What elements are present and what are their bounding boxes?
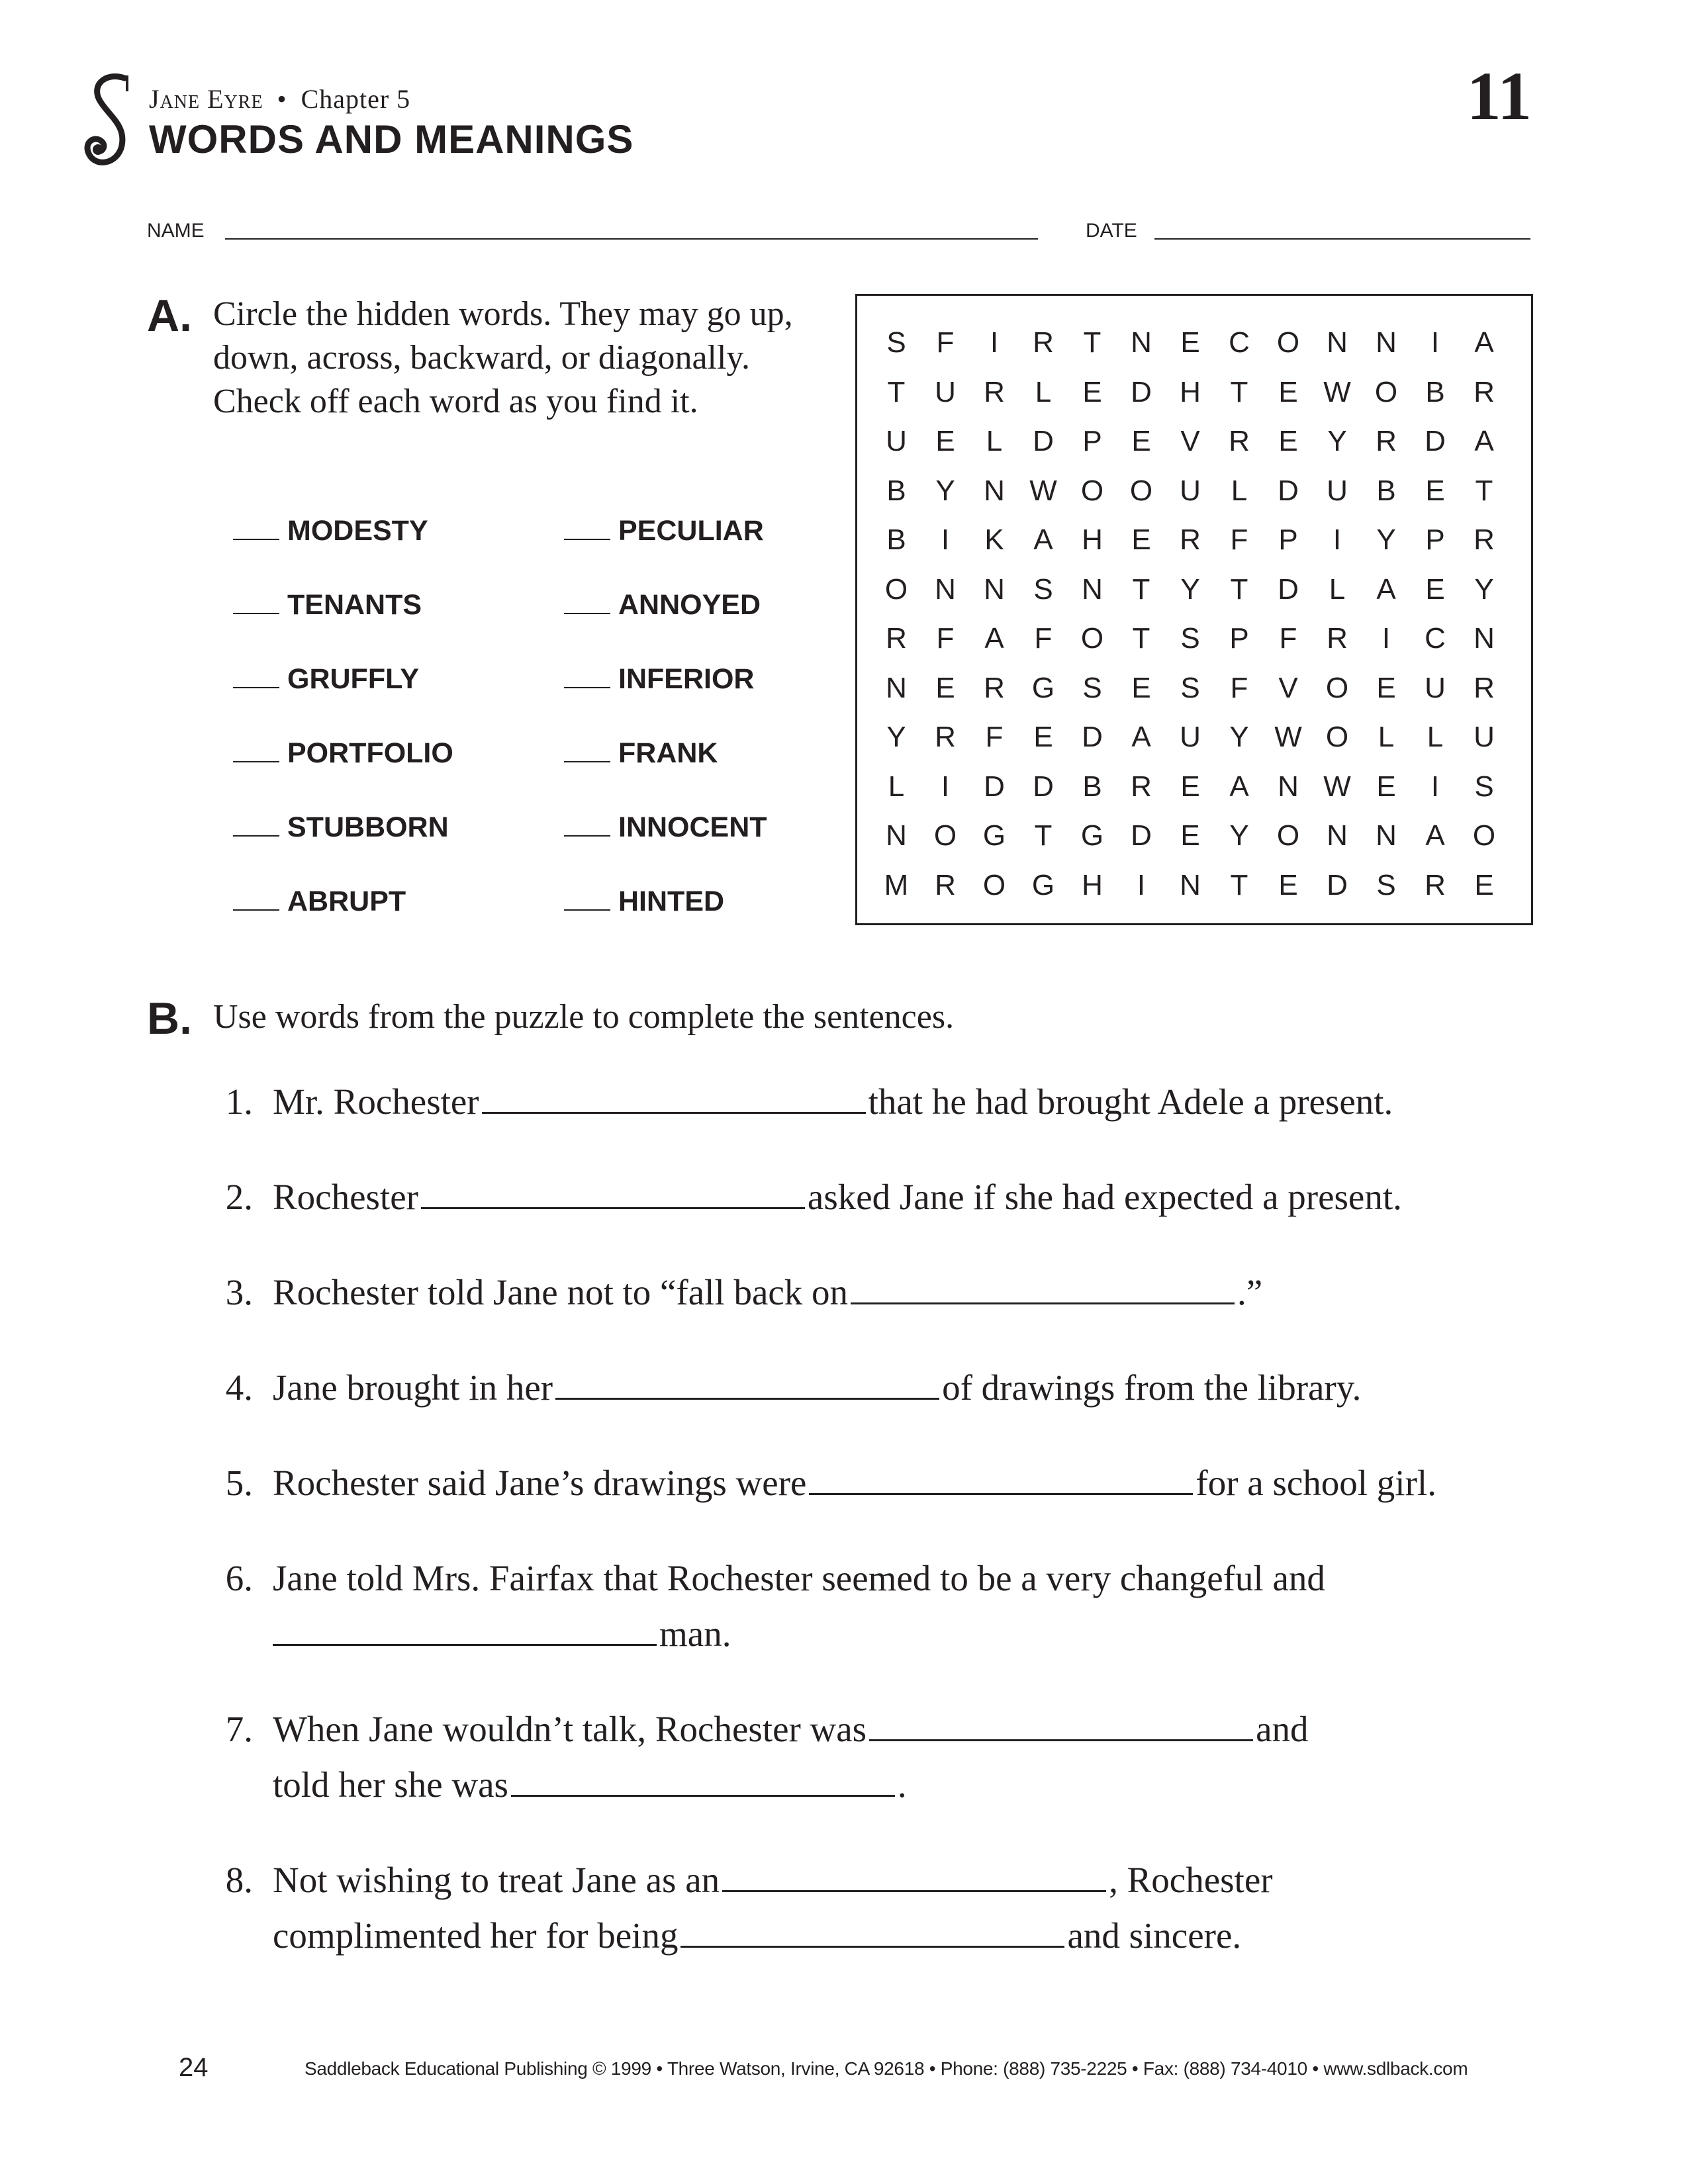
word-item[interactable]: INNOCENT bbox=[564, 811, 767, 844]
puzzle-letter[interactable]: D bbox=[1278, 474, 1299, 507]
puzzle-letter[interactable]: O bbox=[1276, 326, 1300, 359]
puzzle-letter[interactable]: Y bbox=[1229, 721, 1249, 753]
word-search-grid[interactable] bbox=[855, 294, 1533, 925]
puzzle-letter[interactable]: P bbox=[1278, 523, 1298, 556]
puzzle-letter[interactable]: T bbox=[1230, 868, 1248, 901]
puzzle-letter[interactable]: R bbox=[886, 622, 907, 655]
puzzle-letter[interactable]: N bbox=[984, 474, 1005, 507]
puzzle-letter[interactable]: I bbox=[990, 326, 999, 359]
puzzle-letter[interactable]: B bbox=[1082, 770, 1102, 803]
checkoff-blank[interactable] bbox=[233, 612, 279, 614]
sentence-3: 3. Rochester told Jane not to “fall back on .” bbox=[213, 1269, 1262, 1316]
puzzle-letter[interactable]: C bbox=[1229, 326, 1250, 359]
puzzle-letter[interactable]: I bbox=[1430, 326, 1440, 359]
sentence-number: 1. bbox=[225, 1081, 253, 1122]
date-label: DATE bbox=[1086, 220, 1137, 242]
puzzle-letter[interactable]: C bbox=[1425, 622, 1446, 655]
puzzle-letter[interactable]: E bbox=[1376, 770, 1396, 803]
puzzle-letter[interactable]: L bbox=[986, 425, 1003, 457]
sheet-title: WORDS AND MEANINGS bbox=[149, 117, 634, 161]
puzzle-letter[interactable]: E bbox=[1131, 425, 1151, 457]
puzzle-letter[interactable]: N bbox=[1278, 770, 1299, 803]
word-item[interactable]: PORTFOLIO bbox=[233, 737, 453, 770]
puzzle-letter[interactable]: S bbox=[1180, 671, 1200, 704]
puzzle-letter[interactable]: O bbox=[1325, 721, 1349, 753]
puzzle-letter[interactable]: S bbox=[1180, 622, 1200, 655]
puzzle-letter[interactable]: L bbox=[1427, 721, 1444, 753]
puzzle-letter[interactable]: I bbox=[1137, 868, 1146, 901]
puzzle-letter[interactable]: E bbox=[1376, 671, 1396, 704]
checkoff-blank[interactable] bbox=[233, 760, 279, 762]
puzzle-letter[interactable]: Y bbox=[1180, 572, 1200, 606]
puzzle-letter[interactable]: E bbox=[1278, 868, 1298, 901]
puzzle-letter[interactable]: E bbox=[1082, 375, 1102, 408]
answer-blank[interactable] bbox=[680, 1945, 1064, 1948]
puzzle-letter[interactable]: S bbox=[1376, 868, 1396, 901]
answer-blank[interactable] bbox=[421, 1206, 805, 1209]
answer-blank[interactable] bbox=[722, 1889, 1106, 1892]
puzzle-letter[interactable]: O bbox=[1129, 474, 1153, 507]
puzzle-letter[interactable]: D bbox=[1033, 425, 1054, 457]
puzzle-letter[interactable]: E bbox=[1180, 326, 1200, 359]
chapter-label: Chapter 5 bbox=[301, 84, 411, 114]
footer-publisher: Saddleback Educational Publishing © 1999 • Three Watson, Irvine, CA 92618 • Phone: (888) 735-2225 • Fax: (888) 734-4010 • www.sdlback.com bbox=[305, 2058, 1468, 2079]
answer-blank[interactable] bbox=[809, 1492, 1193, 1495]
puzzle-letter[interactable]: Y bbox=[1327, 425, 1347, 457]
puzzle-letter[interactable]: F bbox=[1230, 523, 1248, 556]
puzzle-letter[interactable]: N bbox=[1376, 819, 1397, 852]
puzzle-letter[interactable]: B bbox=[886, 474, 906, 507]
puzzle-letter[interactable]: N bbox=[886, 671, 907, 704]
separator: • bbox=[277, 84, 287, 114]
puzzle-letter[interactable]: A bbox=[1131, 721, 1151, 753]
word-item[interactable]: STUBBORN bbox=[233, 811, 449, 844]
sentence-2: 2. Rochester asked Jane if she had expected a present. bbox=[213, 1174, 1402, 1220]
checkoff-blank[interactable] bbox=[564, 538, 610, 540]
puzzle-letter[interactable]: R bbox=[984, 671, 1005, 704]
book-chapter-line bbox=[149, 83, 410, 114]
series-logo-icon bbox=[78, 71, 144, 171]
puzzle-letter[interactable]: I bbox=[1382, 622, 1391, 655]
name-label: NAME bbox=[147, 220, 205, 242]
puzzle-letter[interactable]: F bbox=[1279, 622, 1297, 655]
puzzle-letter[interactable]: U bbox=[1180, 474, 1201, 507]
sentence-number: 7. bbox=[225, 1709, 253, 1749]
puzzle-letter[interactable]: Y bbox=[1474, 572, 1494, 606]
puzzle-letter[interactable]: N bbox=[935, 572, 956, 606]
checkoff-blank[interactable] bbox=[233, 686, 279, 688]
puzzle-letter[interactable]: S bbox=[1474, 770, 1494, 803]
puzzle-letter[interactable]: Y bbox=[1229, 819, 1249, 852]
puzzle-letter[interactable]: F bbox=[1034, 622, 1053, 655]
word-item[interactable]: HINTED bbox=[564, 886, 724, 918]
sentence-4: 4. Jane brought in her of drawings from the library. bbox=[213, 1365, 1361, 1411]
puzzle-letter[interactable]: I bbox=[941, 770, 950, 803]
puzzle-letter[interactable]: R bbox=[1033, 326, 1054, 359]
puzzle-letter[interactable]: O bbox=[933, 819, 957, 852]
puzzle-letter[interactable]: E bbox=[1474, 868, 1494, 901]
puzzle-letter[interactable]: W bbox=[1323, 375, 1351, 408]
checkoff-blank[interactable] bbox=[233, 835, 279, 837]
puzzle-letter[interactable]: E bbox=[1180, 819, 1200, 852]
puzzle-letter[interactable]: G bbox=[1031, 671, 1055, 704]
puzzle-letter[interactable]: N bbox=[1327, 819, 1348, 852]
puzzle-letter[interactable]: A bbox=[984, 622, 1004, 655]
puzzle-letter[interactable]: A bbox=[1229, 770, 1249, 803]
puzzle-letter[interactable]: O bbox=[1276, 819, 1300, 852]
word-item[interactable]: FRANK bbox=[564, 737, 718, 770]
checkoff-blank[interactable] bbox=[233, 909, 279, 911]
puzzle-letter[interactable]: O bbox=[1080, 622, 1104, 655]
answer-blank[interactable] bbox=[511, 1794, 895, 1797]
puzzle-letter[interactable]: P bbox=[1425, 523, 1445, 556]
puzzle-letter[interactable]: A bbox=[1425, 819, 1445, 852]
puzzle-letter[interactable]: R bbox=[1474, 375, 1495, 408]
puzzle-letter[interactable]: E bbox=[1278, 375, 1298, 408]
checkoff-blank[interactable] bbox=[564, 612, 610, 614]
puzzle-letter[interactable]: F bbox=[936, 326, 955, 359]
puzzle-letter[interactable]: R bbox=[1327, 622, 1348, 655]
puzzle-letter[interactable]: U bbox=[1425, 671, 1446, 704]
puzzle-letter[interactable]: R bbox=[1474, 523, 1495, 556]
puzzle-letter[interactable]: O bbox=[884, 572, 908, 606]
puzzle-letter[interactable]: U bbox=[935, 375, 956, 408]
puzzle-letter[interactable]: T bbox=[1083, 326, 1102, 359]
puzzle-letter[interactable]: Y bbox=[886, 721, 906, 753]
checkoff-blank[interactable] bbox=[564, 760, 610, 762]
puzzle-letter[interactable]: L bbox=[1329, 572, 1346, 606]
puzzle-letter[interactable]: M bbox=[884, 868, 909, 901]
puzzle-letter[interactable]: T bbox=[1230, 572, 1248, 606]
puzzle-letter[interactable]: B bbox=[1376, 474, 1396, 507]
puzzle-letter[interactable]: D bbox=[984, 770, 1005, 803]
checkoff-blank[interactable] bbox=[564, 909, 610, 911]
puzzle-letter[interactable]: A bbox=[1474, 425, 1494, 457]
puzzle-letter[interactable]: T bbox=[1475, 474, 1493, 507]
puzzle-letter[interactable]: I bbox=[1430, 770, 1440, 803]
puzzle-letter[interactable]: E bbox=[935, 425, 955, 457]
puzzle-letter[interactable]: H bbox=[1082, 868, 1103, 901]
puzzle-letter[interactable]: E bbox=[1180, 770, 1200, 803]
name-field[interactable] bbox=[225, 238, 1038, 240]
puzzle-letter[interactable]: R bbox=[1474, 671, 1495, 704]
puzzle-letter[interactable]: H bbox=[1082, 523, 1103, 556]
puzzle-letter[interactable]: D bbox=[1131, 375, 1152, 408]
puzzle-letter[interactable]: R bbox=[1229, 425, 1250, 457]
puzzle-letter[interactable]: R bbox=[1425, 868, 1446, 901]
puzzle-letter[interactable]: R bbox=[1376, 425, 1397, 457]
sentence-7: 7. When Jane wouldn’t talk, Rochester was and bbox=[213, 1706, 1309, 1752]
sentence-6-line-2: man. bbox=[273, 1611, 731, 1657]
puzzle-letter[interactable]: G bbox=[982, 819, 1006, 852]
answer-blank[interactable] bbox=[555, 1397, 939, 1400]
puzzle-letter[interactable]: T bbox=[887, 375, 906, 408]
puzzle-letter[interactable]: L bbox=[1231, 474, 1248, 507]
puzzle-letter[interactable]: T bbox=[1132, 622, 1150, 655]
puzzle-letter[interactable]: U bbox=[1180, 721, 1201, 753]
puzzle-letter[interactable]: O bbox=[982, 868, 1006, 901]
puzzle-letter[interactable]: Y bbox=[1376, 523, 1396, 556]
puzzle-letter[interactable]: W bbox=[1274, 721, 1302, 753]
puzzle-letter[interactable]: E bbox=[1425, 572, 1445, 606]
book-title: Jane Eyre bbox=[149, 84, 263, 114]
word-item[interactable]: ABRUPT bbox=[233, 886, 406, 918]
puzzle-letter[interactable]: D bbox=[1278, 572, 1299, 606]
puzzle-letter[interactable]: Y bbox=[935, 474, 955, 507]
answer-blank[interactable] bbox=[851, 1302, 1235, 1304]
footer-page-number: 24 bbox=[179, 2053, 209, 2082]
puzzle-letter[interactable]: O bbox=[1374, 375, 1398, 408]
sentence-1: 1. Mr. Rochester that he had brought Adele a present. bbox=[213, 1079, 1393, 1125]
sentence-number: 5. bbox=[225, 1463, 253, 1503]
page-number: 11 bbox=[1466, 58, 1532, 134]
puzzle-letter[interactable]: P bbox=[1229, 622, 1249, 655]
puzzle-letter[interactable]: F bbox=[1230, 671, 1248, 704]
puzzle-letter[interactable]: B bbox=[886, 523, 906, 556]
puzzle-letter[interactable]: N bbox=[1082, 572, 1103, 606]
puzzle-letter[interactable]: N bbox=[1474, 622, 1495, 655]
puzzle-letter[interactable]: O bbox=[1080, 474, 1104, 507]
word-item[interactable]: PECULIAR bbox=[564, 515, 764, 547]
puzzle-letter[interactable]: S bbox=[1082, 671, 1102, 704]
puzzle-letter[interactable]: E bbox=[935, 671, 955, 704]
puzzle-letter[interactable]: S bbox=[1033, 572, 1053, 606]
puzzle-letter[interactable]: R bbox=[1131, 770, 1152, 803]
puzzle-letter[interactable]: T bbox=[1034, 819, 1053, 852]
puzzle-letter[interactable]: N bbox=[1131, 326, 1152, 359]
date-field[interactable] bbox=[1154, 238, 1530, 240]
puzzle-letter[interactable]: V bbox=[1180, 425, 1200, 457]
puzzle-letter[interactable]: D bbox=[1131, 819, 1152, 852]
puzzle-letter[interactable]: N bbox=[886, 819, 907, 852]
puzzle-letter[interactable]: L bbox=[1035, 375, 1052, 408]
puzzle-letter[interactable]: F bbox=[985, 721, 1004, 753]
puzzle-letter[interactable]: O bbox=[1325, 671, 1349, 704]
word-item[interactable]: INFERIOR bbox=[564, 663, 754, 696]
puzzle-letter[interactable]: F bbox=[936, 622, 955, 655]
section-a-instruction: Circle the hidden words. They may go up, down, across, backward, or diagonally. Check off each word as you find it. bbox=[213, 295, 793, 420]
puzzle-letter[interactable]: O bbox=[1472, 819, 1496, 852]
puzzle-letter[interactable]: D bbox=[1327, 868, 1348, 901]
puzzle-letter[interactable]: D bbox=[1425, 425, 1446, 457]
sentence-8-line-2: complimented her for being and sincere. bbox=[273, 1915, 1242, 1956]
sentence-number: 4. bbox=[225, 1367, 253, 1408]
puzzle-letter[interactable]: R bbox=[984, 375, 1005, 408]
sentence-number: 6. bbox=[225, 1558, 253, 1598]
puzzle-letter[interactable]: U bbox=[1327, 474, 1348, 507]
sentence-number: 2. bbox=[225, 1177, 253, 1217]
puzzle-letter[interactable]: H bbox=[1180, 375, 1201, 408]
word-item[interactable]: ANNOYED bbox=[564, 589, 761, 621]
word-item[interactable]: TENANTS bbox=[233, 589, 422, 621]
puzzle-letter[interactable]: W bbox=[1029, 474, 1057, 507]
sentence-5: 5. Rochester said Jane’s drawings were for a school girl. bbox=[213, 1460, 1436, 1506]
puzzle-letter[interactable]: E bbox=[1278, 425, 1298, 457]
puzzle-letter[interactable]: A bbox=[1376, 572, 1396, 606]
puzzle-letter[interactable]: E bbox=[1131, 523, 1151, 556]
puzzle-letter[interactable]: T bbox=[1230, 375, 1248, 408]
puzzle-letter[interactable]: V bbox=[1278, 671, 1298, 704]
puzzle-letter[interactable]: D bbox=[1082, 721, 1103, 753]
puzzle-letter[interactable]: N bbox=[1376, 326, 1397, 359]
answer-blank[interactable] bbox=[869, 1739, 1253, 1741]
puzzle-letter[interactable]: I bbox=[941, 523, 950, 556]
puzzle-letter[interactable]: E bbox=[1033, 721, 1053, 753]
checkoff-blank[interactable] bbox=[233, 538, 279, 540]
puzzle-letter[interactable]: K bbox=[984, 523, 1004, 556]
puzzle-letter[interactable]: R bbox=[1180, 523, 1201, 556]
section-a-letter: A. bbox=[147, 291, 192, 341]
puzzle-letter[interactable]: U bbox=[1474, 721, 1495, 753]
puzzle-letter[interactable]: S bbox=[886, 326, 906, 359]
checkoff-blank[interactable] bbox=[564, 686, 610, 688]
answer-blank[interactable] bbox=[273, 1643, 657, 1646]
section-b-instruction: Use words from the puzzle to complete the sentences. bbox=[213, 998, 955, 1036]
sentence-number: 8. bbox=[225, 1860, 253, 1900]
puzzle-letter[interactable]: U bbox=[886, 425, 907, 457]
puzzle-letter[interactable]: E bbox=[1131, 671, 1151, 704]
puzzle-letter[interactable]: N bbox=[1180, 868, 1201, 901]
puzzle-letter[interactable]: N bbox=[1327, 326, 1348, 359]
puzzle-letter[interactable]: D bbox=[1033, 770, 1054, 803]
puzzle-letter[interactable]: R bbox=[935, 868, 956, 901]
puzzle-letter[interactable]: N bbox=[984, 572, 1005, 606]
puzzle-letter[interactable]: R bbox=[935, 721, 956, 753]
sentence-8: 8. Not wishing to treat Jane as an , Rochester bbox=[213, 1857, 1273, 1903]
sentence-number: 3. bbox=[225, 1272, 253, 1312]
puzzle-letter[interactable]: L bbox=[1378, 721, 1395, 753]
puzzle-letter[interactable]: G bbox=[1031, 868, 1055, 901]
puzzle-letter[interactable]: A bbox=[1474, 326, 1494, 359]
word-item[interactable]: MODESTY bbox=[233, 515, 428, 547]
puzzle-letter[interactable]: P bbox=[1082, 425, 1102, 457]
answer-blank[interactable] bbox=[482, 1111, 866, 1114]
section-b-letter: B. bbox=[147, 993, 192, 1044]
puzzle-letter[interactable]: T bbox=[1132, 572, 1150, 606]
puzzle-letter[interactable]: A bbox=[1033, 523, 1053, 556]
puzzle-letter[interactable]: L bbox=[888, 770, 905, 803]
puzzle-letter[interactable]: B bbox=[1425, 375, 1445, 408]
word-item[interactable]: GRUFFLY bbox=[233, 663, 419, 696]
sentence-7-line-2: told her she was . bbox=[273, 1764, 907, 1805]
puzzle-letter[interactable]: G bbox=[1080, 819, 1104, 852]
puzzle-letter[interactable]: I bbox=[1333, 523, 1342, 556]
checkoff-blank[interactable] bbox=[564, 835, 610, 837]
puzzle-letter[interactable]: W bbox=[1323, 770, 1351, 803]
sentence-6: 6. Jane told Mrs. Fairfax that Rochester seemed to be a very changeful and bbox=[213, 1555, 1325, 1602]
puzzle-letter[interactable]: E bbox=[1425, 474, 1445, 507]
